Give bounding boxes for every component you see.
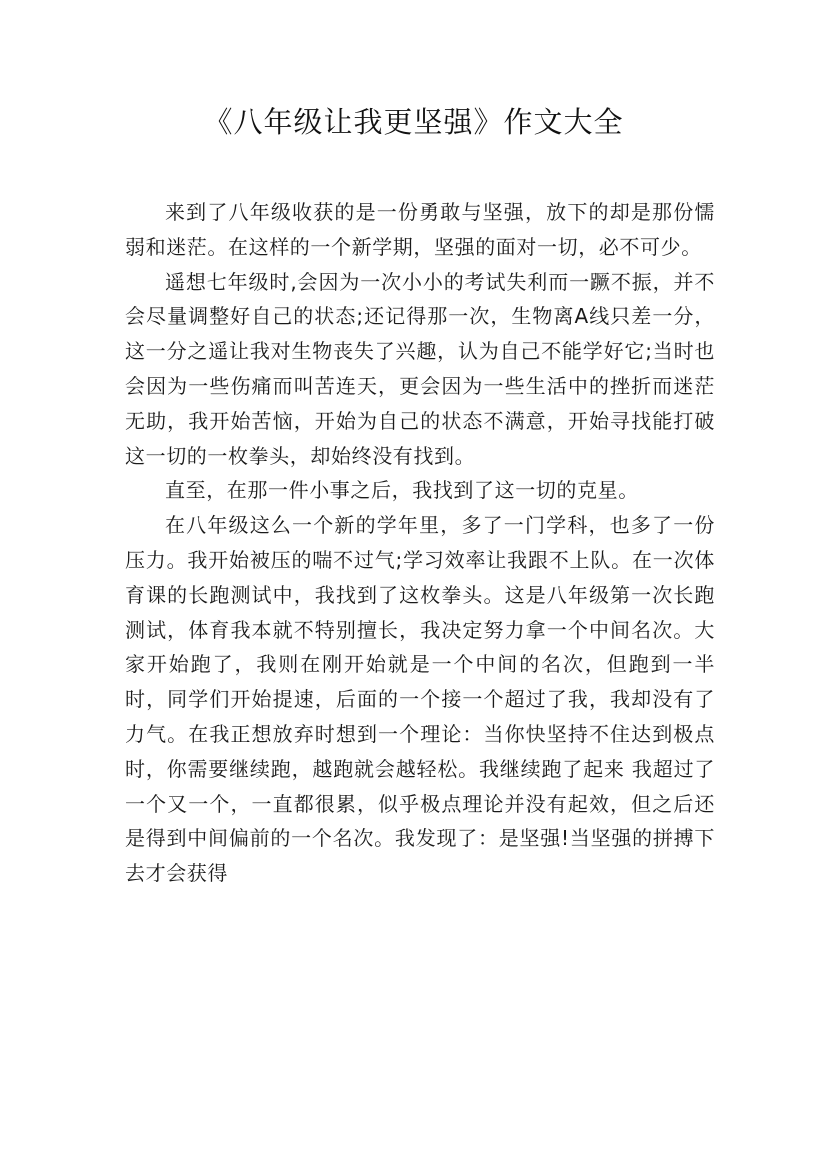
paragraph: 遥想七年级时,会因为一次小小的考试失利而一蹶不振，并不会尽量调整好自己的状态;还记得那一次，生物离A线只差一分，这一分之遥让我对生物丧失了兴趣，认为自己不能学好它;当时也会因为一些伤痛而叫苦连天，更会因为一些生活中的挫折而迷茫无助，我开始苦恼，开始为自己的状态不满意，开始寻找能打破这一切的一枚拳头，却始终没有找到。 bbox=[125, 269, 715, 468]
paragraph: 在八年级这么一个新的学年里，多了一门学科，也多了一份压力。我开始被压的喘不过气;学习效率让我跟不上队。在一次体育课的长跑测试中，我找到了这枚拳头。这是八年级第一次长跑测试，体育我本就不特别擅长，我决定努力拿一个中间名次。大家开始跑了，我则在刚开始就是一个中间的名次，但跑到一半时，同学们开始提速，后面的一个接一个超过了我，我却没有了力气。在我正想放弃时想到一个理论：当你快坚持不住达到极点时，你需要继续跑，越跑就会越轻松。我继续跑了起来 我超过了一个又一个，一直都很累，似乎极点理论并没有起效，但之后还是得到中间偏前的一个名次。我发现了：是坚强!当坚强的拼搏下去才会获得 bbox=[125, 513, 715, 886]
paragraph: 直至，在那一件小事之后，我找到了这一切的克星。 bbox=[165, 478, 639, 503]
essay-body bbox=[125, 195, 715, 891]
paragraph: 来到了八年级收获的是一份勇敢与坚强，放下的却是那份懦弱和迷茫。在这样的一个新学期，坚强的面对一切，必不可少。 bbox=[125, 200, 715, 259]
page-title: 《八年级让我更坚强》作文大全 bbox=[203, 105, 624, 139]
